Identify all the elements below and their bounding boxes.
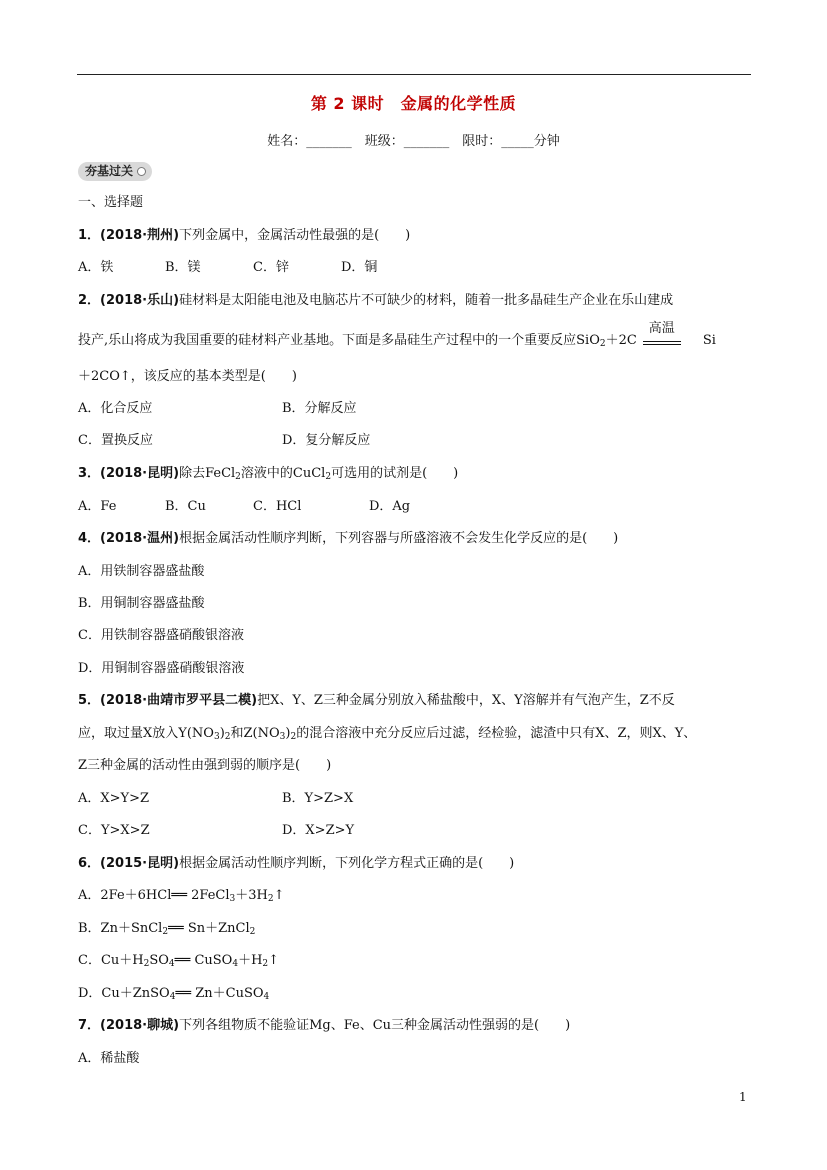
- q4-option-a: A．用铁制容器盛盐酸: [78, 564, 205, 579]
- q1-stem: 下列金属中，金属活动性最强的是( ): [179, 228, 411, 243]
- question-5-line-3: Z三种金属的活动性由强到弱的顺序是( ): [78, 758, 332, 773]
- q7-source: (2018·聊城): [100, 1018, 180, 1033]
- q3-text-1: 除去FeCl: [179, 466, 236, 481]
- q5-sub-a: 3: [213, 732, 220, 742]
- section-badge: [78, 162, 152, 181]
- q6c-text-2: SO: [149, 953, 169, 968]
- q6-number: 6．: [78, 856, 101, 871]
- page-number: 1: [739, 1090, 747, 1104]
- q6b-sub-1: 2: [162, 927, 169, 937]
- q4-source: (2018·温州): [100, 531, 180, 546]
- condition-label: 高温: [648, 321, 675, 336]
- question-1: [78, 227, 410, 245]
- q2-sub-2: 2: [599, 339, 606, 349]
- q6b-sub-2: 2: [249, 927, 256, 937]
- q5-number: 5．: [78, 693, 101, 708]
- q5-text-2b: ): [219, 726, 225, 741]
- q2-option-c: C．置换反应: [78, 433, 153, 448]
- q4-option-c: C．用铁制容器盛硝酸银溶液: [78, 628, 244, 643]
- q6c-text-1: C．Cu＋H: [78, 953, 144, 968]
- q6a-text-2: ＋3H: [235, 888, 268, 903]
- q5-sub-c: 3: [279, 732, 286, 742]
- q5-sub-d: 2: [290, 732, 297, 742]
- q6c-text-4: ＋H: [238, 953, 263, 968]
- q5-option-a: A．X>Y>Z: [78, 791, 150, 806]
- q6-stem: 根据金属活动性顺序判断，下列化学方程式正确的是( ): [179, 856, 515, 871]
- q6c-sub-4: 2: [262, 959, 269, 969]
- question-4: [78, 530, 618, 548]
- equal-sign-bottom: [643, 344, 681, 345]
- q2-source: (2018·乐山): [100, 293, 180, 308]
- q2-option-a: A．化合反应: [78, 401, 153, 416]
- q3-sub-2: 2: [325, 472, 332, 482]
- question-7: [78, 1017, 570, 1035]
- q6b-text-1: B．Zn＋SnCl: [78, 921, 163, 936]
- q3-number: 3．: [78, 466, 101, 481]
- q2-reactant-c: ＋2C: [605, 333, 637, 348]
- q1-option-b: B．镁: [165, 260, 201, 275]
- q6c-sub-3: 4: [232, 959, 239, 969]
- q5-source: (2018·曲靖市罗平县二模): [100, 693, 258, 708]
- q6a-sub-1: 3: [229, 894, 236, 904]
- q5-sub-b: 2: [224, 732, 231, 742]
- question-2-line-2: [78, 321, 716, 353]
- question-3: [78, 465, 458, 486]
- q5-text-2d: ): [285, 726, 291, 741]
- q2-product-si: Si: [702, 333, 716, 348]
- q6c-text-3: ══ CuSO: [174, 953, 233, 968]
- q2-option-b: B．分解反应: [282, 401, 357, 416]
- q5-option-d: D．X>Z>Y: [282, 823, 355, 838]
- q5-option-b: B．Y>Z>X: [282, 791, 354, 806]
- q1-option-c: C．锌: [253, 260, 289, 275]
- q6-option-c: [78, 952, 279, 973]
- q6c-sub-2: 4: [168, 959, 175, 969]
- q6-option-a: [78, 887, 285, 908]
- q3-option-c: C．HCl: [253, 499, 302, 514]
- q5-option-c: C．Y>X>Z: [78, 823, 150, 838]
- gas-arrow-icon: ↑: [119, 369, 131, 384]
- header-rule: [77, 74, 751, 75]
- q4-option-b: B．用铜制容器盛盐酸: [78, 596, 205, 611]
- q3-text-2: 溶液中的CuCl: [240, 466, 326, 481]
- badge-label: 夯基过关: [85, 164, 134, 178]
- section-heading: 一、选择题: [78, 195, 144, 210]
- q7-option-a: A．稀盐酸: [78, 1051, 140, 1066]
- q5-text-2a: 应，取过量X放入Y(NO: [78, 726, 214, 741]
- q4-number: 4．: [78, 531, 101, 546]
- q1-source: (2018·荆州): [100, 228, 180, 243]
- q1-number: 1．: [78, 228, 101, 243]
- q6c-sub-1: 2: [143, 959, 150, 969]
- equal-sign-top: [643, 341, 681, 342]
- q2-text-3: ，该反应的基本类型是( ): [130, 369, 297, 384]
- q6a-sub-2: 2: [267, 894, 274, 904]
- q6d-text-1: D．Cu＋ZnSO: [78, 986, 170, 1001]
- q3-option-a: A．Fe: [78, 499, 117, 514]
- question-2-line-1: [78, 292, 673, 310]
- q6-option-d: [78, 985, 269, 1006]
- q6d-text-2: ══ Zn＋CuSO: [175, 986, 264, 1001]
- q2-option-d: D．复分解反应: [282, 433, 371, 448]
- q7-stem: 下列各组物质不能验证Mg、Fe、Cu三种金属活动性强弱的是( ): [179, 1018, 571, 1033]
- q6-option-b: [78, 920, 255, 941]
- q1-option-d: D．铜: [341, 260, 378, 275]
- q3-option-b: B．Cu: [165, 499, 206, 514]
- q2-product-co: ＋2CO: [78, 369, 120, 384]
- gas-arrow-icon: ↑: [268, 953, 280, 968]
- q1-option-a: A．铁: [78, 260, 114, 275]
- student-info-line: 姓名：_______ 班级：_______ 限时：_____分钟: [267, 134, 560, 149]
- q6d-sub-1: 4: [169, 992, 176, 1002]
- q3-source: (2018·昆明): [100, 466, 180, 481]
- q3-sub-1: 2: [235, 472, 241, 482]
- q4-stem: 根据金属活动性顺序判断，下列容器与所盛溶液不会发生化学反应的是( ): [179, 531, 619, 546]
- q6d-sub-2: 4: [263, 992, 270, 1002]
- badge-circle-icon: [137, 167, 146, 176]
- q5-text-2c: 和Z(NO: [230, 726, 280, 741]
- q3-text-3: 可选用的试剂是( ): [331, 466, 459, 481]
- q4-option-d: D．用铜制容器盛硝酸银溶液: [78, 661, 245, 676]
- q2-text-2: 投产,乐山将成为我国重要的硅材料产业基地。下面是多晶硅生产过程中的一个重要反应SiO: [78, 333, 600, 348]
- q6a-text-1: A．2Fe＋6HCl══ 2FeCl: [78, 888, 230, 903]
- question-5-line-1: [78, 692, 675, 710]
- reaction-condition: [643, 321, 681, 350]
- q6b-text-2: ══ Sn＋ZnCl: [168, 921, 250, 936]
- q2-number: 2．: [78, 293, 101, 308]
- gas-arrow-icon: ↑: [273, 888, 285, 903]
- q2-text-1: 硅材料是太阳能电池及电脑芯片不可缺少的材料，随着一批多晶硅生产企业在乐山建成: [179, 293, 674, 308]
- q6-source: (2015·昆明): [100, 856, 180, 871]
- q5-text-2e: 的混合溶液中充分反应后过滤，经检验，滤渣中只有X、Z，则X、Y、: [296, 726, 697, 741]
- page-title: 第 2 课时 金属的化学性质: [310, 94, 517, 113]
- question-2-line-3: [78, 368, 297, 386]
- question-6: [78, 855, 514, 873]
- q7-number: 7．: [78, 1018, 101, 1033]
- question-5-line-2: [78, 725, 696, 746]
- q3-option-d: D．Ag: [369, 499, 411, 514]
- q5-text-1: 把X、Y、Z三种金属分别放入稀盐酸中，X、Y溶解并有气泡产生，Z不反: [257, 693, 675, 708]
